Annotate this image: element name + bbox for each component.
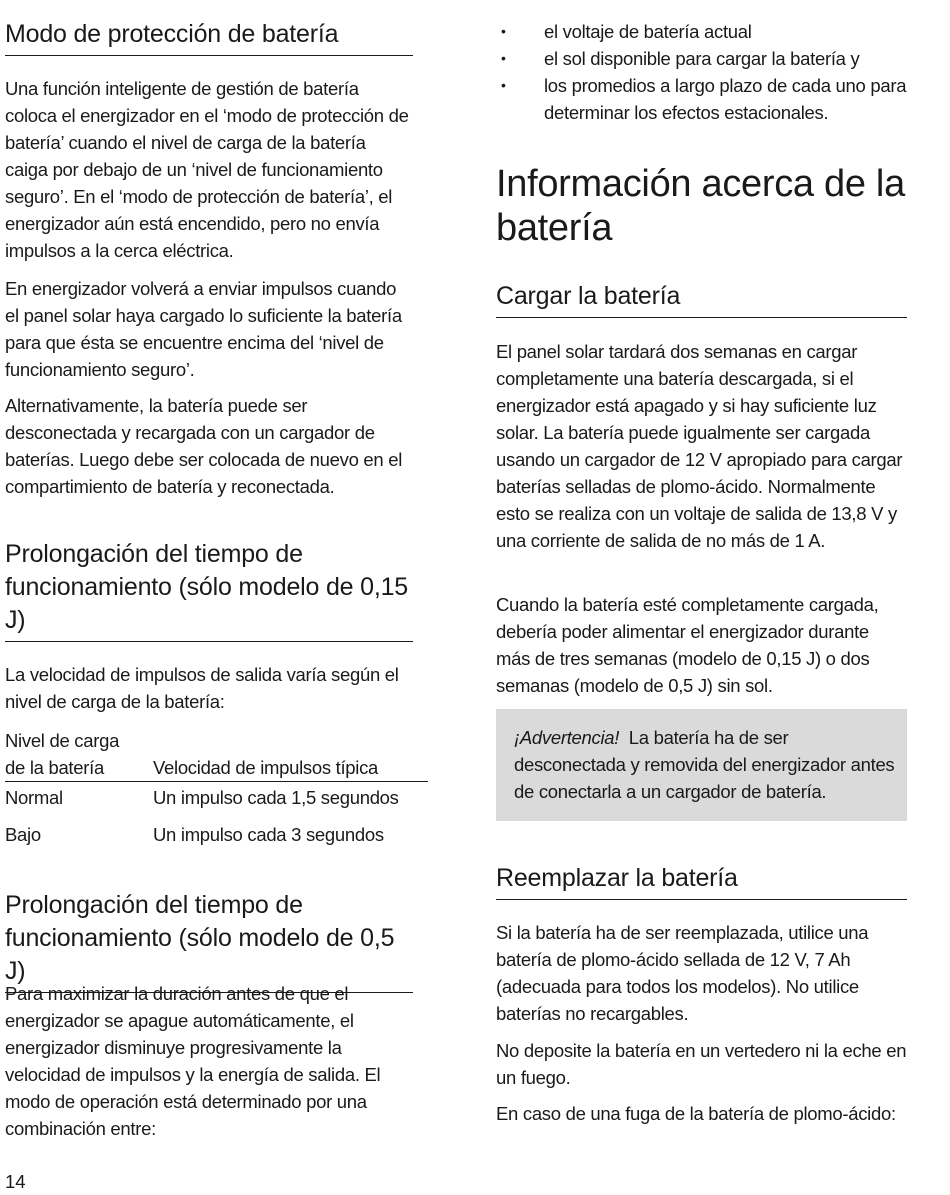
table-cell-level: Normal <box>5 782 153 818</box>
table-row <box>5 817 428 854</box>
page-number: 14 <box>5 1171 26 1192</box>
section-title-replace-battery: Reemplazar la batería <box>496 862 907 900</box>
charge-battery-paragraph-1: El panel solar tardará dos semanas en cargar completamente una batería descargada, si el energizador está apagado y si hay suficiente luz solar. La batería puede igualmente ser cargada usando un cargador de 12 V apropiado para cargar baterías selladas de plomo-ácido. Normalmente esto se realiza con un voltaje de salida de 13,8 V y una corriente de salida de no más de 1 A. <box>496 341 903 551</box>
table-row <box>5 782 428 818</box>
table-header-level-line2: de la batería <box>5 757 104 778</box>
chapter-title-battery-info: Información acerca de la batería <box>496 163 905 249</box>
table-cell-rate: Un impulso cada 3 segundos <box>153 824 384 845</box>
section-title-battery-protection: Modo de protección de batería <box>5 18 413 56</box>
table-header-level <box>5 727 153 782</box>
list-item-text: el voltaje de batería actual <box>544 21 752 42</box>
warning-box <box>496 709 907 821</box>
mode-factors-list <box>496 18 907 126</box>
section-title-runtime-015j: Prolongación del tiempo de funcionamiento (sólo modelo de 0,15 J) <box>5 538 413 642</box>
battery-protection-paragraph-1: Una función inteligente de gestión de batería coloca el energizador en el ‘modo de protección de batería’ cuando el nivel de carga de la batería caiga por debajo de un ‘nivel de funcionamiento seguro’. En el ‘modo de protección de batería’, el energizador aún está encendido, pero no envía impulsos a la cerca eléctrica. <box>5 78 409 261</box>
list-item-text: el sol disponible para cargar la batería y <box>544 48 860 69</box>
bullet-icon: • <box>501 23 506 39</box>
list-item-text: los promedios a largo plazo de cada uno para determinar los efectos estacionales. <box>544 75 907 123</box>
warning-text <box>514 724 899 805</box>
battery-protection-paragraph-2: En energizador volverá a enviar impulsos cuando el panel solar haya cargado lo suficiente la batería para que ésta se encuentre encima del ‘nivel de funcionamiento seguro’. <box>5 278 402 380</box>
bullet-icon: • <box>501 50 506 66</box>
replace-battery-paragraph-3: En caso de una fuga de la batería de plomo-ácido: <box>496 1103 896 1124</box>
table-header-row <box>5 727 428 782</box>
pulse-rate-table <box>5 727 428 854</box>
battery-protection-paragraph-3: Alternativamente, la batería puede ser desconectada y recargada con un cargador de baterías. Luego debe ser colocada de nuevo en el compartimiento de batería y reconectada. <box>5 395 403 497</box>
list-item <box>496 45 907 72</box>
replace-battery-paragraph-1: Si la batería ha de ser reemplazada, utilice una batería de plomo-ácido sellada de 12 V, 7 Ah (adecuada para todos los modelos). No utilice baterías no recargables. <box>496 922 869 1024</box>
list-item <box>496 18 907 45</box>
list-item <box>496 72 907 126</box>
runtime-015j-paragraph: La velocidad de impulsos de salida varía según el nivel de carga de la batería: <box>5 664 399 712</box>
table-header-level-line1: Nivel de carga <box>5 730 120 751</box>
section-title-runtime-05j: Prolongación del tiempo de funcionamiento (sólo modelo de 0,5 J) <box>5 889 413 993</box>
warning-body: La batería ha de ser desconectada y removida del energizador antes de conectarla a un cargador de batería. <box>514 727 895 802</box>
table-cell-level: Bajo <box>5 824 41 845</box>
table-cell-rate: Un impulso cada 1,5 segundos <box>153 787 399 808</box>
replace-battery-paragraph-2: No deposite la batería en un vertedero ni la eche en un fuego. <box>496 1040 907 1088</box>
section-title-charge-battery: Cargar la batería <box>496 280 907 318</box>
runtime-05j-paragraph: Para maximizar la duración antes de que el energizador se apague automáticamente, el energizador disminuye progresivamente la velocidad de impulsos y la energía de salida. El modo de operación está determinado por una combinación entre: <box>5 983 381 1139</box>
charge-battery-paragraph-2: Cuando la batería esté completamente cargada, debería poder alimentar el energizador durante más de tres semanas (modelo de 0,15 J) o dos semanas (modelo de 0,5 J) sin sol. <box>496 594 879 696</box>
table-header-rate: Velocidad de impulsos típica <box>153 727 428 782</box>
warning-label: ¡Advertencia! <box>514 727 620 748</box>
bullet-icon: • <box>501 77 506 93</box>
